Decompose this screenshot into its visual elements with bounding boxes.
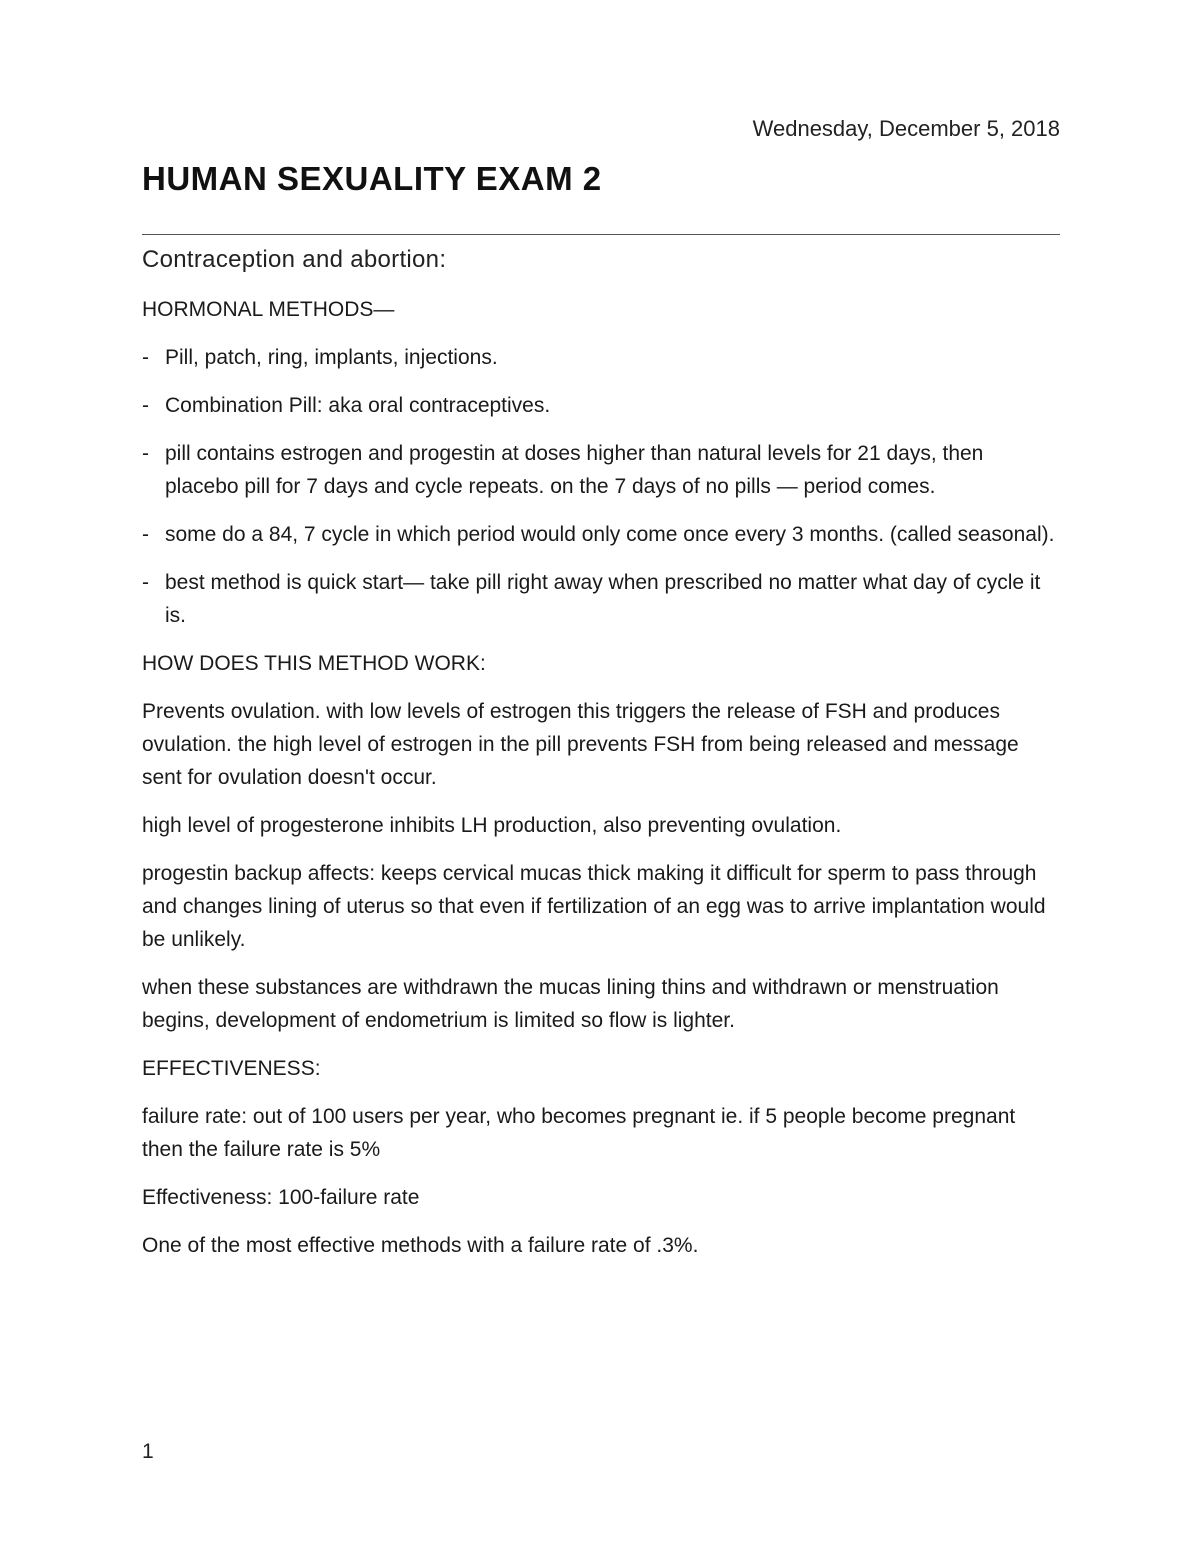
dash-bullet-icon: - <box>142 571 149 594</box>
dash-bullet-icon: - <box>142 346 149 369</box>
paragraph: Prevents ovulation. with low levels of estrogen this triggers the release of FSH and produces ovulation. the high level of estrogen in the pill prevents FSH from being released and message sent for ovulation doesn't occur. <box>142 700 1019 789</box>
paragraph: Effectiveness: 100-failure rate <box>142 1186 420 1209</box>
list-item <box>142 437 1060 503</box>
paragraph: failure rate: out of 100 users per year, who becomes pregnant ie. if 5 people become pregnant then the failure rate is 5% <box>142 1105 1016 1161</box>
list-item-text: pill contains estrogen and progestin at doses higher than natural levels for 21 days, then placebo pill for 7 days and cycle repeats. on the 7 days of no pills — period comes. <box>165 442 984 498</box>
document-body <box>142 242 1060 1262</box>
effectiveness-heading: EFFECTIVENESS: <box>142 1057 321 1080</box>
paragraph: when these substances are withdrawn the mucas lining thins and withdrawn or menstruation begins, development of endometrium is limited so flow is lighter. <box>142 976 999 1032</box>
title-divider <box>142 234 1060 235</box>
list-item-text: Pill, patch, ring, implants, injections. <box>165 346 498 369</box>
paragraph: high level of progesterone inhibits LH production, also preventing ovulation. <box>142 814 842 837</box>
list-item-text: some do a 84, 7 cycle in which period would only come once every 3 months. (called seasonal). <box>165 523 1055 546</box>
paragraph: One of the most effective methods with a failure rate of .3%. <box>142 1234 699 1257</box>
hormonal-methods-list <box>142 341 1060 632</box>
section-heading: Contraception and abortion: <box>142 246 447 273</box>
dash-bullet-icon: - <box>142 442 149 465</box>
document-title: HUMAN SEXUALITY EXAM 2 <box>142 160 602 197</box>
page-number: 1 <box>142 1440 154 1463</box>
list-item-text: best method is quick start— take pill right away when prescribed no matter what day of cycle it is. <box>165 571 1041 627</box>
list-item <box>142 518 1060 551</box>
dash-bullet-icon: - <box>142 523 149 546</box>
how-it-works-heading: HOW DOES THIS METHOD WORK: <box>142 652 486 675</box>
document-date: Wednesday, December 5, 2018 <box>752 116 1060 141</box>
list-item <box>142 389 1060 422</box>
hormonal-methods-heading: HORMONAL METHODS— <box>142 298 395 321</box>
paragraph: progestin backup affects: keeps cervical mucas thick making it difficult for sperm to pass through and changes lining of uterus so that even if fertilization of an egg was to arrive implantation would be unlikely. <box>142 862 1046 951</box>
list-item-text: Combination Pill: aka oral contraceptives. <box>165 394 551 417</box>
list-item <box>142 566 1060 632</box>
dash-bullet-icon: - <box>142 394 149 417</box>
list-item <box>142 341 1060 374</box>
